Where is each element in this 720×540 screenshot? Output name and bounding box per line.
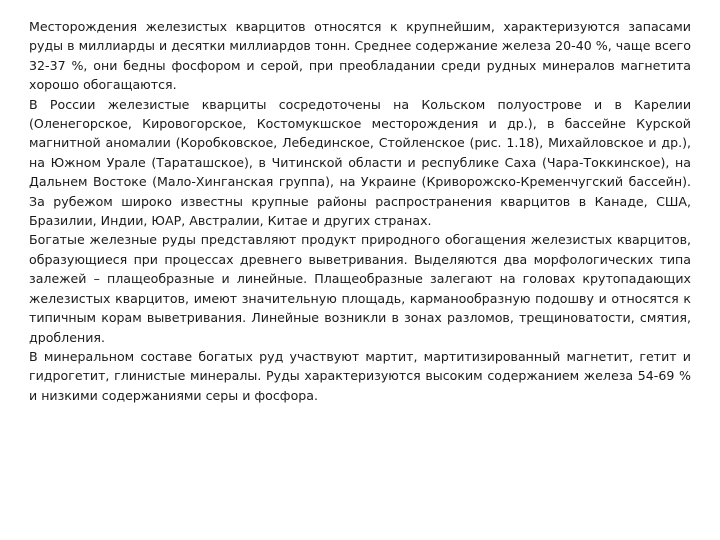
- paragraph-quartzite-deposits: Месторождения железистых кварцитов относятся к крупнейшим, характеризуются запасами руды в миллиарды и десятки миллиардов тонн. Среднее содержание железа 20-40 %, чаще всего 32-37 %, они бедны фосфором и серой, при преобладании среди рудных минералов магнетита хорошо обогащаются.: [29, 19, 691, 93]
- paragraph-russia-locations: В России железистые кварциты сосредоточены на Кольском полуострове и в Карелии (Оленегорское, Кировогорское, Костомукшское месторождения и др.), в бассейне Курской магнитной аномалии (Коробковское, Лебединское, Стойленское (рис. 1.18), Михайловское и др.), на Южном Урале (Тараташское), в Читинской области и республике Саха (Чара-Токкинское), на Дальнем Востоке (Мало-Хинганская группа), на Украине (Криворожско-Кременчугский бассейн). За рубежом широко известны крупные районы распространения кварцитов в Канаде, США, Бразилии, Индии, ЮАР, Австралии, Китае и других странах.: [29, 96, 691, 229]
- paragraph-mineral-composition: В минеральном составе богатых руд участвуют мартит, мартитизированный магнетит, гетит и гидрогетит, глинистые минералы. Руды характеризуются высоким содержанием железа 54-69 % и низкими содержаниями серы и фосфора.: [29, 348, 691, 403]
- document-body: [29, 17, 691, 405]
- paragraph-rich-ores: Богатые железные руды представляют продукт природного обогащения железистых кварцитов, образующиеся при процессах древнего выветривания. Выделяются два морфологических типа залежей – плащеобразные и линейные. Плащеобразные залегают на головах крутопадающих железистых кварцитов, имеют значительную площадь, карманообразную подошву и относятся к типичным корам выветривания. Линейные возникли в зонах разломов, трещиноватости, смятия, дробления.: [29, 232, 691, 345]
